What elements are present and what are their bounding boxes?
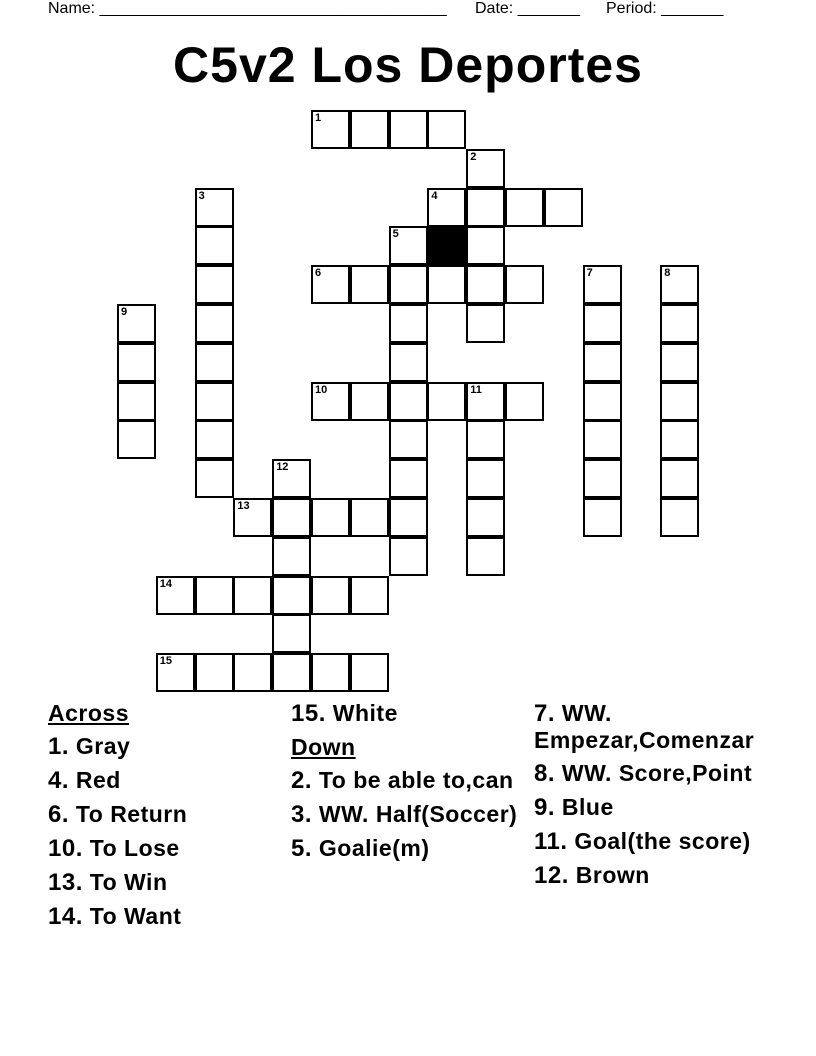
clue-item	[534, 794, 774, 821]
clue-item-text: Red	[69, 767, 121, 793]
clue-number: 15	[159, 655, 173, 668]
grid-cell[interactable]	[466, 149, 505, 188]
clue-item-number: 15.	[291, 700, 326, 727]
grid-cell[interactable]	[505, 265, 544, 304]
grid-cell[interactable]	[117, 382, 156, 421]
clue-item	[291, 700, 526, 727]
period-field-label: Period: _______	[606, 0, 724, 17]
clue-item	[291, 835, 526, 862]
clue-number: 5	[392, 228, 399, 241]
grid-cell[interactable]	[544, 188, 583, 227]
grid-cell[interactable]	[389, 382, 428, 421]
clue-item-text: Brown	[568, 862, 650, 888]
clue-number: 6	[315, 267, 322, 280]
grid-cell[interactable]	[311, 110, 350, 149]
clue-number: 11	[470, 383, 482, 396]
clue-number: 13	[237, 500, 250, 512]
grid-cell[interactable]	[350, 576, 389, 615]
clue-number: 7	[586, 267, 593, 280]
grid-cell[interactable]	[195, 265, 234, 304]
grid-cell[interactable]	[311, 382, 350, 421]
grid-cell[interactable]	[195, 653, 234, 692]
grid-cell[interactable]	[350, 498, 389, 537]
grid-cell[interactable]	[583, 265, 622, 304]
grid-cell[interactable]	[350, 382, 389, 421]
grid-cell[interactable]	[427, 110, 466, 149]
grid-cell[interactable]	[350, 265, 389, 304]
black-cell	[427, 226, 466, 265]
clue-item-text: To be able to,can	[312, 767, 514, 793]
grid-cell[interactable]	[660, 343, 699, 382]
clue-item	[291, 801, 526, 828]
grid-cell[interactable]	[311, 265, 350, 304]
clue-number: 8	[664, 267, 671, 280]
grid-cell[interactable]	[466, 498, 505, 537]
grid-cell[interactable]	[427, 382, 466, 421]
clue-number: 12	[276, 461, 289, 474]
clue-item-number: 6.	[48, 801, 70, 828]
grid-cell[interactable]	[389, 420, 428, 459]
across-heading: Across	[48, 700, 129, 726]
clue-item	[48, 801, 283, 828]
clue-item-number: 10.	[48, 835, 83, 862]
grid-cell[interactable]	[389, 498, 428, 537]
clue-item-number: 2.	[291, 767, 313, 794]
clue-item-text: To Win	[82, 869, 168, 895]
clue-item-text: Goal(the score)	[567, 828, 751, 854]
grid-cell[interactable]	[272, 459, 311, 498]
clue-item-number: 4.	[48, 767, 70, 794]
grid-cell[interactable]	[389, 265, 428, 304]
grid-cell[interactable]	[505, 382, 544, 421]
grid-cell[interactable]	[466, 226, 505, 265]
grid-cell[interactable]	[466, 304, 505, 343]
grid-cell[interactable]	[427, 265, 466, 304]
grid-cell[interactable]	[583, 382, 622, 421]
grid-cell[interactable]	[233, 653, 272, 692]
grid-cell[interactable]	[272, 653, 311, 692]
clue-number: 4	[431, 189, 438, 202]
grid-cell[interactable]	[466, 382, 505, 421]
clue-number: 10	[315, 383, 328, 396]
grid-cell[interactable]	[583, 343, 622, 382]
grid-cell[interactable]	[389, 343, 428, 382]
grid-cell[interactable]	[195, 343, 234, 382]
grid-cell[interactable]	[156, 576, 195, 615]
clue-item-text: To Lose	[82, 835, 180, 861]
clue-item-text: Gray	[69, 733, 131, 759]
name-field-label: Name: _______________________________________	[48, 0, 447, 17]
grid-cell[interactable]	[233, 498, 272, 537]
clue-item	[534, 862, 774, 889]
clue-item	[534, 760, 774, 787]
clue-item	[534, 828, 774, 855]
grid-cell[interactable]	[660, 459, 699, 498]
clue-item-number: 13.	[48, 869, 83, 896]
grid-cell[interactable]	[195, 459, 234, 498]
clues-column-3	[534, 700, 774, 896]
clue-item	[48, 767, 283, 794]
clue-number: 2	[470, 150, 477, 163]
clue-item-text: To Want	[82, 903, 182, 929]
clue-item	[48, 835, 283, 862]
grid-cell[interactable]	[272, 576, 311, 615]
clue-item-text: WW. Empezar,Comenzar	[534, 700, 755, 753]
clue-item-number: 14.	[48, 903, 83, 930]
clue-item-text: Blue	[555, 794, 614, 820]
clue-item-number: 3.	[291, 801, 313, 828]
grid-cell[interactable]	[466, 188, 505, 227]
clue-item	[291, 767, 526, 794]
grid-cell[interactable]	[427, 188, 466, 227]
clue-item	[48, 869, 283, 896]
clue-item-number: 11.	[534, 828, 568, 855]
clue-number: 3	[198, 189, 205, 202]
grid-cell[interactable]	[583, 304, 622, 343]
grid-cell[interactable]	[272, 498, 311, 537]
clue-item	[48, 733, 283, 760]
clue-item-text: WW. Score,Point	[555, 760, 753, 786]
clue-item-number: 8.	[534, 760, 556, 787]
clue-item	[48, 903, 283, 930]
grid-cell[interactable]	[195, 304, 234, 343]
grid-cell[interactable]	[233, 576, 272, 615]
clue-item-number: 1.	[48, 733, 70, 760]
grid-cell[interactable]	[389, 226, 428, 265]
grid-cell[interactable]	[583, 459, 622, 498]
grid-cell[interactable]	[350, 653, 389, 692]
grid-cell[interactable]	[660, 265, 699, 304]
clues-column-1	[48, 700, 283, 937]
grid-cell[interactable]	[466, 459, 505, 498]
grid-cell[interactable]	[660, 498, 699, 537]
grid-cell[interactable]	[117, 343, 156, 382]
clue-item-number: 5.	[291, 835, 313, 862]
clue-item	[534, 700, 774, 753]
grid-cell[interactable]	[466, 537, 505, 576]
clue-item-number: 12.	[534, 862, 569, 889]
grid-cell[interactable]	[583, 420, 622, 459]
grid-cell[interactable]	[660, 382, 699, 421]
grid-cell[interactable]	[389, 304, 428, 343]
clue-item-number: 7.	[534, 700, 556, 727]
grid-cell[interactable]	[195, 576, 234, 615]
down-heading: Down	[291, 734, 356, 760]
grid-cell[interactable]	[195, 188, 234, 227]
grid-cell[interactable]	[272, 537, 311, 576]
puzzle-title: C5v2 Los Deportes	[173, 37, 643, 93]
grid-cell[interactable]	[660, 420, 699, 459]
grid-cell[interactable]	[195, 226, 234, 265]
clue-number: 1	[315, 112, 322, 124]
grid-cell[interactable]	[466, 265, 505, 304]
grid-cell[interactable]	[311, 498, 350, 537]
grid-cell[interactable]	[389, 537, 428, 576]
grid-cell[interactable]	[311, 576, 350, 615]
grid-cell[interactable]	[195, 382, 234, 421]
clue-number: 14	[159, 577, 173, 590]
grid-cell[interactable]	[389, 110, 428, 149]
grid-cell[interactable]	[389, 459, 428, 498]
grid-cell[interactable]	[117, 304, 156, 343]
clue-number: 9	[121, 306, 128, 318]
grid-cell[interactable]	[195, 420, 234, 459]
grid-cell[interactable]	[311, 653, 350, 692]
grid-cell[interactable]	[350, 110, 389, 149]
clue-item-number: 9.	[534, 794, 556, 821]
grid-cell[interactable]	[466, 420, 505, 459]
grid-cell[interactable]	[660, 304, 699, 343]
grid-cell[interactable]	[156, 653, 195, 692]
clue-item-text: Goalie(m)	[312, 835, 430, 861]
grid-cell[interactable]	[117, 420, 156, 459]
date-field-label: Date: _______	[475, 0, 580, 17]
clue-item-text: WW. Half(Soccer)	[312, 801, 518, 827]
clue-item-text: White	[325, 700, 398, 726]
clues-column-2	[291, 700, 526, 869]
grid-cell[interactable]	[583, 498, 622, 537]
clue-item-text: To Return	[69, 801, 188, 827]
grid-cell[interactable]	[272, 614, 311, 653]
grid-cell[interactable]	[505, 188, 544, 227]
